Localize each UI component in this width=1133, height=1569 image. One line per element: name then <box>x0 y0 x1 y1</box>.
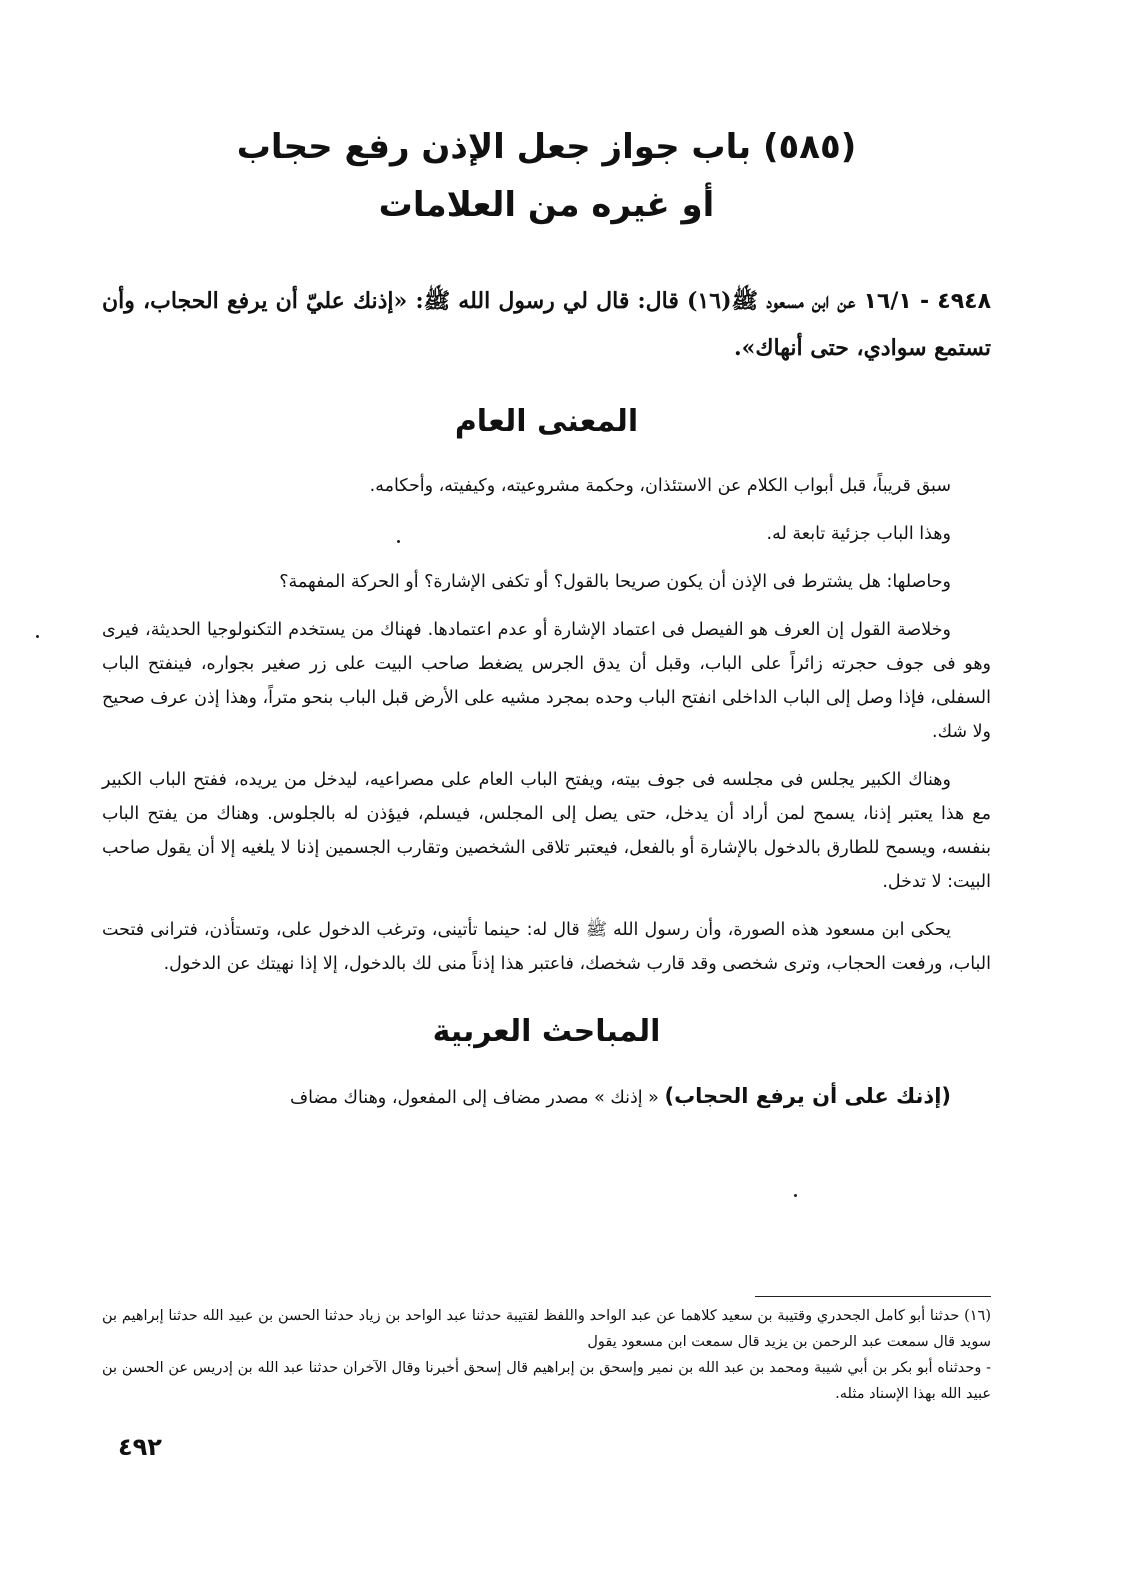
scan-speck <box>36 635 39 638</box>
hadith-text <box>102 278 991 371</box>
hadith-body: عن ابن مسعود ﷺ(١٦) قال: قال لي رسول الله ﷺ: «إذنك عليّ أن يرفع الحجاب، وأن تستمع سوادي، حتى أنهاك». <box>102 288 991 361</box>
scan-speck <box>794 1194 797 1197</box>
section-heading-arabic-studies: المباحث العربية <box>432 1014 661 1049</box>
subtopic-lead: (إذنك على أن يرفع الحجاب) <box>664 1084 951 1108</box>
footnote-divider <box>755 1296 991 1297</box>
paragraph: يحكى ابن مسعود هذه الصورة، وأن رسول الله ﷺ قال له: حينما تأتينى، وترغب الدخول على، وتستأذن، فترانى فتحت الباب، ورفعت الحجاب، وترى شخصى وقد قارب شخصك، فاعتبر هذا إذناً منى لك بالدخول، إلا إذا نهيتك عن الدخول. <box>102 920 991 974</box>
page-content <box>102 118 991 1115</box>
section-heading-general-meaning: المعنى العام <box>454 404 639 439</box>
page-number: ٤٩٢ <box>118 1433 162 1461</box>
chapter-title <box>102 118 991 234</box>
paragraph: وحاصلها: هل يشترط فى الإذن أن يكون صريحا بالقول؟ أو تكفى الإشارة؟ أو الحركة المفهمة؟ <box>279 572 951 592</box>
chapter-title-line2: أو غيره من العلامات <box>378 185 715 225</box>
scan-speck <box>397 540 400 543</box>
subtopic-text: « إذنك » مصدر مضاف إلى المفعول، وهناك مضاف <box>289 1088 659 1108</box>
hadith-number: ٤٩٤٨ - ١٦/١ <box>863 289 991 314</box>
footnote-item: - وحدثناه أبو بكر بن أبي شيبة ومحمد بن عبد الله بن نمير وإسحق بن إبراهيم قال إسحق أخبرنا وقال الآخران حدثنا عبد الله بن إدريس عن الحسن بن عبيد الله بهذا الإسناد مثله. <box>102 1360 991 1402</box>
paragraph: وهذا الباب جزئية تابعة له. <box>766 524 951 544</box>
footnote-item: (١٦) حدثنا أبو كامل الجحدري وقتيبة بن سعيد كلاهما عن عبد الواحد واللفظ لقتيبة حدثنا عبد الواحد بن زياد حدثنا الحسن بن عبيد الله حدثنا إبراهيم بن سويد قال سمعت عبد الرحمن بن يزيد قال سمعت ابن مسعود يقول <box>102 1308 991 1350</box>
subtopic-paragraph <box>102 1079 991 1115</box>
chapter-title-line1: (٥٨٥) باب جواز جعل الإذن رفع حجاب <box>236 127 857 167</box>
paragraph: وهناك الكبير يجلس فى مجلسه فى جوف بيته، ويفتح الباب العام على مصراعيه، ليدخل من يريده، ففتح الباب الكبير مع هذا يعتبر إذنا، يسمح لمن أراد أن يدخل، حتى يصل إلى المجلس، فيسلم، فيؤذن له بالجلوس. وهناك من يفتح الباب بنفسه، ويسمح للطارق بالدخول بالإشارة أو بالفعل، فيعتبر تلاقى الشخصين وتقارب الجسمين إذنا لا يلغيه إلا أن يقول صاحب البيت: لا تدخل. <box>102 770 991 892</box>
paragraph: وخلاصة القول إن العرف هو الفيصل فى اعتماد الإشارة أو عدم اعتمادها. فهناك من يستخدم التكنولوجيا الحديثة، فيرى وهو فى جوف حجرته زائراً على الباب، وقبل أن يدق الجرس يضغط صاحب البيت على زر صغير بجواره، فينفتح الباب السفلى، فإذا وصل إلى الباب الداخلى انفتح الباب وحده بمجرد مشيه على الأرض قبل الباب بنحو متراً، وهذا إذن عرف صحيح ولا شك. <box>102 620 991 742</box>
paragraph: سبق قريباً، قبل أبواب الكلام عن الاستئذان، وحكمة مشروعيته، وكيفيته، وأحكامه. <box>369 476 951 496</box>
footnotes <box>102 1303 991 1407</box>
